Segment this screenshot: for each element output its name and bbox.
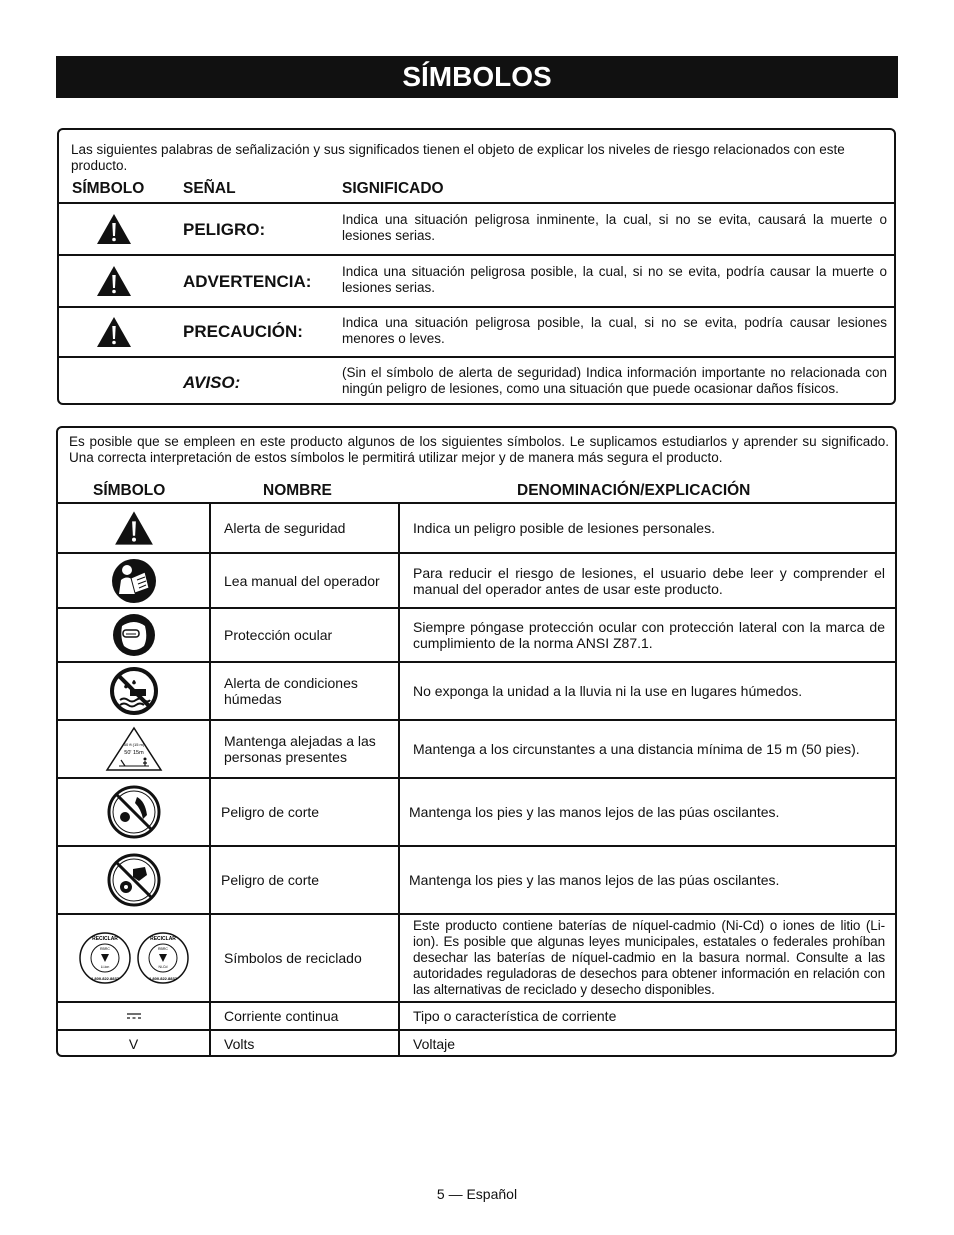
symbol-description: Tipo o característica de corriente (413, 1008, 617, 1024)
symbol-name: Mantenga alejadas a las personas presentes (224, 733, 376, 765)
direct-current-icon (127, 1012, 141, 1020)
signal-meaning: Indica una situación peligrosa posible, la cual, si no se evita, podría causar la muerte o lesiones serias. (342, 264, 887, 295)
recycle-seals-icon (79, 930, 189, 986)
recycle-label: RECICLAR (149, 936, 176, 942)
signal-label: PELIGRO: (183, 220, 266, 239)
recycle-phone: 1.800.822.8837 (90, 976, 119, 981)
recycle-label: RECICLAR (91, 936, 118, 942)
symbol-cell (58, 847, 209, 913)
signal-row-caution (59, 306, 896, 356)
eye-protection-icon (112, 612, 156, 658)
symbol-cell (58, 1003, 209, 1029)
symbol-cell (58, 721, 209, 777)
recycle-phone: 1.800.822.8837 (148, 976, 177, 981)
symbol-name: Alerta de seguridad (224, 520, 346, 536)
symbol-cell (58, 663, 209, 719)
symbol-name: Alerta de condiciones húmedas (224, 675, 358, 707)
symbols-table (56, 426, 897, 1057)
header-explanation: DENOMINACIÓN/EXPLICACIÓN (517, 482, 751, 499)
header-meaning: SIGNIFICADO (342, 180, 444, 197)
symbol-cell (58, 915, 209, 1001)
recycle-seal-org: RBRC (157, 947, 168, 951)
signal-row-danger (59, 202, 896, 254)
symbol-name: Peligro de corte (221, 804, 320, 820)
wet-conditions-icon (110, 667, 158, 715)
signal-label: PRECAUCIÓN: (183, 322, 303, 341)
battery-type: Ni-Cd (158, 965, 167, 969)
cutting-hazard-hand-icon (107, 853, 161, 907)
signal-meaning: Indica una situación peligrosa posible, la cual, si no se evita, podría causar lesiones menores o leves. (342, 315, 887, 346)
signal-label: ADVERTENCIA: (183, 272, 312, 291)
warning-triangle-icon (96, 316, 132, 348)
signal-words-intro: Las siguientes palabras de señalización y sus significados tienen el objeto de explicar los niveles de riesgo relacionados con este producto. (71, 142, 845, 173)
symbol-description: Siempre póngase protección ocular con protección lateral con la marca de cumplimiento de la norma ANSI Z87.1. (413, 619, 885, 651)
symbol-cell (58, 609, 209, 661)
cutting-hazard-foot-icon (107, 785, 161, 839)
symbol-cell (58, 779, 209, 845)
symbol-name: Peligro de corte (221, 872, 320, 888)
signal-meaning: (Sin el símbolo de alerta de seguridad) Indica información importante no relacionada con ningún peligro de lesiones, como una situación que puede ocasionar daños físicos. (342, 365, 887, 396)
symbol-description: Mantenga los pies y las manos lejos de las púas oscilantes. (409, 872, 780, 888)
distance-label: 50' 15m (123, 750, 144, 756)
recycle-seal-org: RBRC (99, 947, 110, 951)
header-name: NOMBRE (263, 482, 332, 499)
symbol-name: Símbolos de reciclado (224, 950, 362, 966)
header-signal: SEÑAL (183, 180, 236, 197)
symbol-description: Mantenga a los circunstantes a una distancia mínima de 15 m (50 pies). (413, 741, 860, 757)
symbols-intro: Es posible que se empleen en este producto algunos de los siguientes símbolos. Le suplicamos estudiarlos y aprender su significado. Una correcta interpretación de estos símbolos le permitirá utilizar mejor y de manera más segura el producto. (69, 434, 889, 465)
symbol-description: Indica un peligro posible de lesiones personales. (413, 520, 715, 536)
symbol-description: Este producto contiene baterías de níquel-cadmio (Ni-Cd) o iones de litio (Li-ion). Es posible que algunas leyes municipales, estatales o federales prohíban desechar las baterías de níquel-cadmio en la basura normal. Consulte a las autoridades reguladoras de desechos para obtener información en relación con las alternativas de reciclado y desecho disponibles. (413, 918, 885, 997)
signal-row-notice (59, 356, 896, 405)
signal-words-table (57, 128, 896, 405)
symbol-cell (58, 504, 209, 552)
symbol-description: Voltaje (413, 1036, 456, 1052)
symbol-description: No exponga la unidad a la lluvia ni la use en lugares húmedos. (413, 683, 803, 699)
symbol-name: Volts (224, 1036, 255, 1052)
symbol-name: Corriente continua (224, 1008, 339, 1024)
distance-label: 50 ft (15 m) (123, 742, 144, 747)
header-symbol: SÍMBOLO (72, 180, 145, 197)
symbol-name: Protección ocular (224, 627, 333, 643)
page-title: SÍMBOLOS (56, 56, 898, 98)
page-footer: 5 — Español (436, 1186, 518, 1202)
safety-alert-icon (114, 510, 154, 546)
header-symbol: SÍMBOLO (93, 482, 166, 499)
symbol-cell (58, 554, 209, 607)
warning-triangle-icon (96, 265, 132, 297)
read-manual-icon (111, 558, 157, 604)
volts-symbol: V (128, 1036, 139, 1052)
battery-type: Li-ion (100, 965, 109, 969)
symbol-description: Para reducir el riesgo de lesiones, el usuario debe leer y comprender el manual del operador antes de usar este producto. (413, 564, 885, 597)
symbol-name: Lea manual del operador (224, 572, 380, 589)
signal-label: AVISO: (183, 373, 241, 392)
symbol-description: Mantenga los pies y las manos lejos de las púas oscilantes. (409, 804, 780, 820)
warning-triangle-icon (96, 213, 132, 245)
signal-meaning: Indica una situación peligrosa inminente, la cual, si no se evita, causará la muerte o lesiones serias. (342, 212, 887, 243)
keep-bystanders-away-icon (105, 726, 163, 772)
signal-row-warning (59, 254, 896, 306)
